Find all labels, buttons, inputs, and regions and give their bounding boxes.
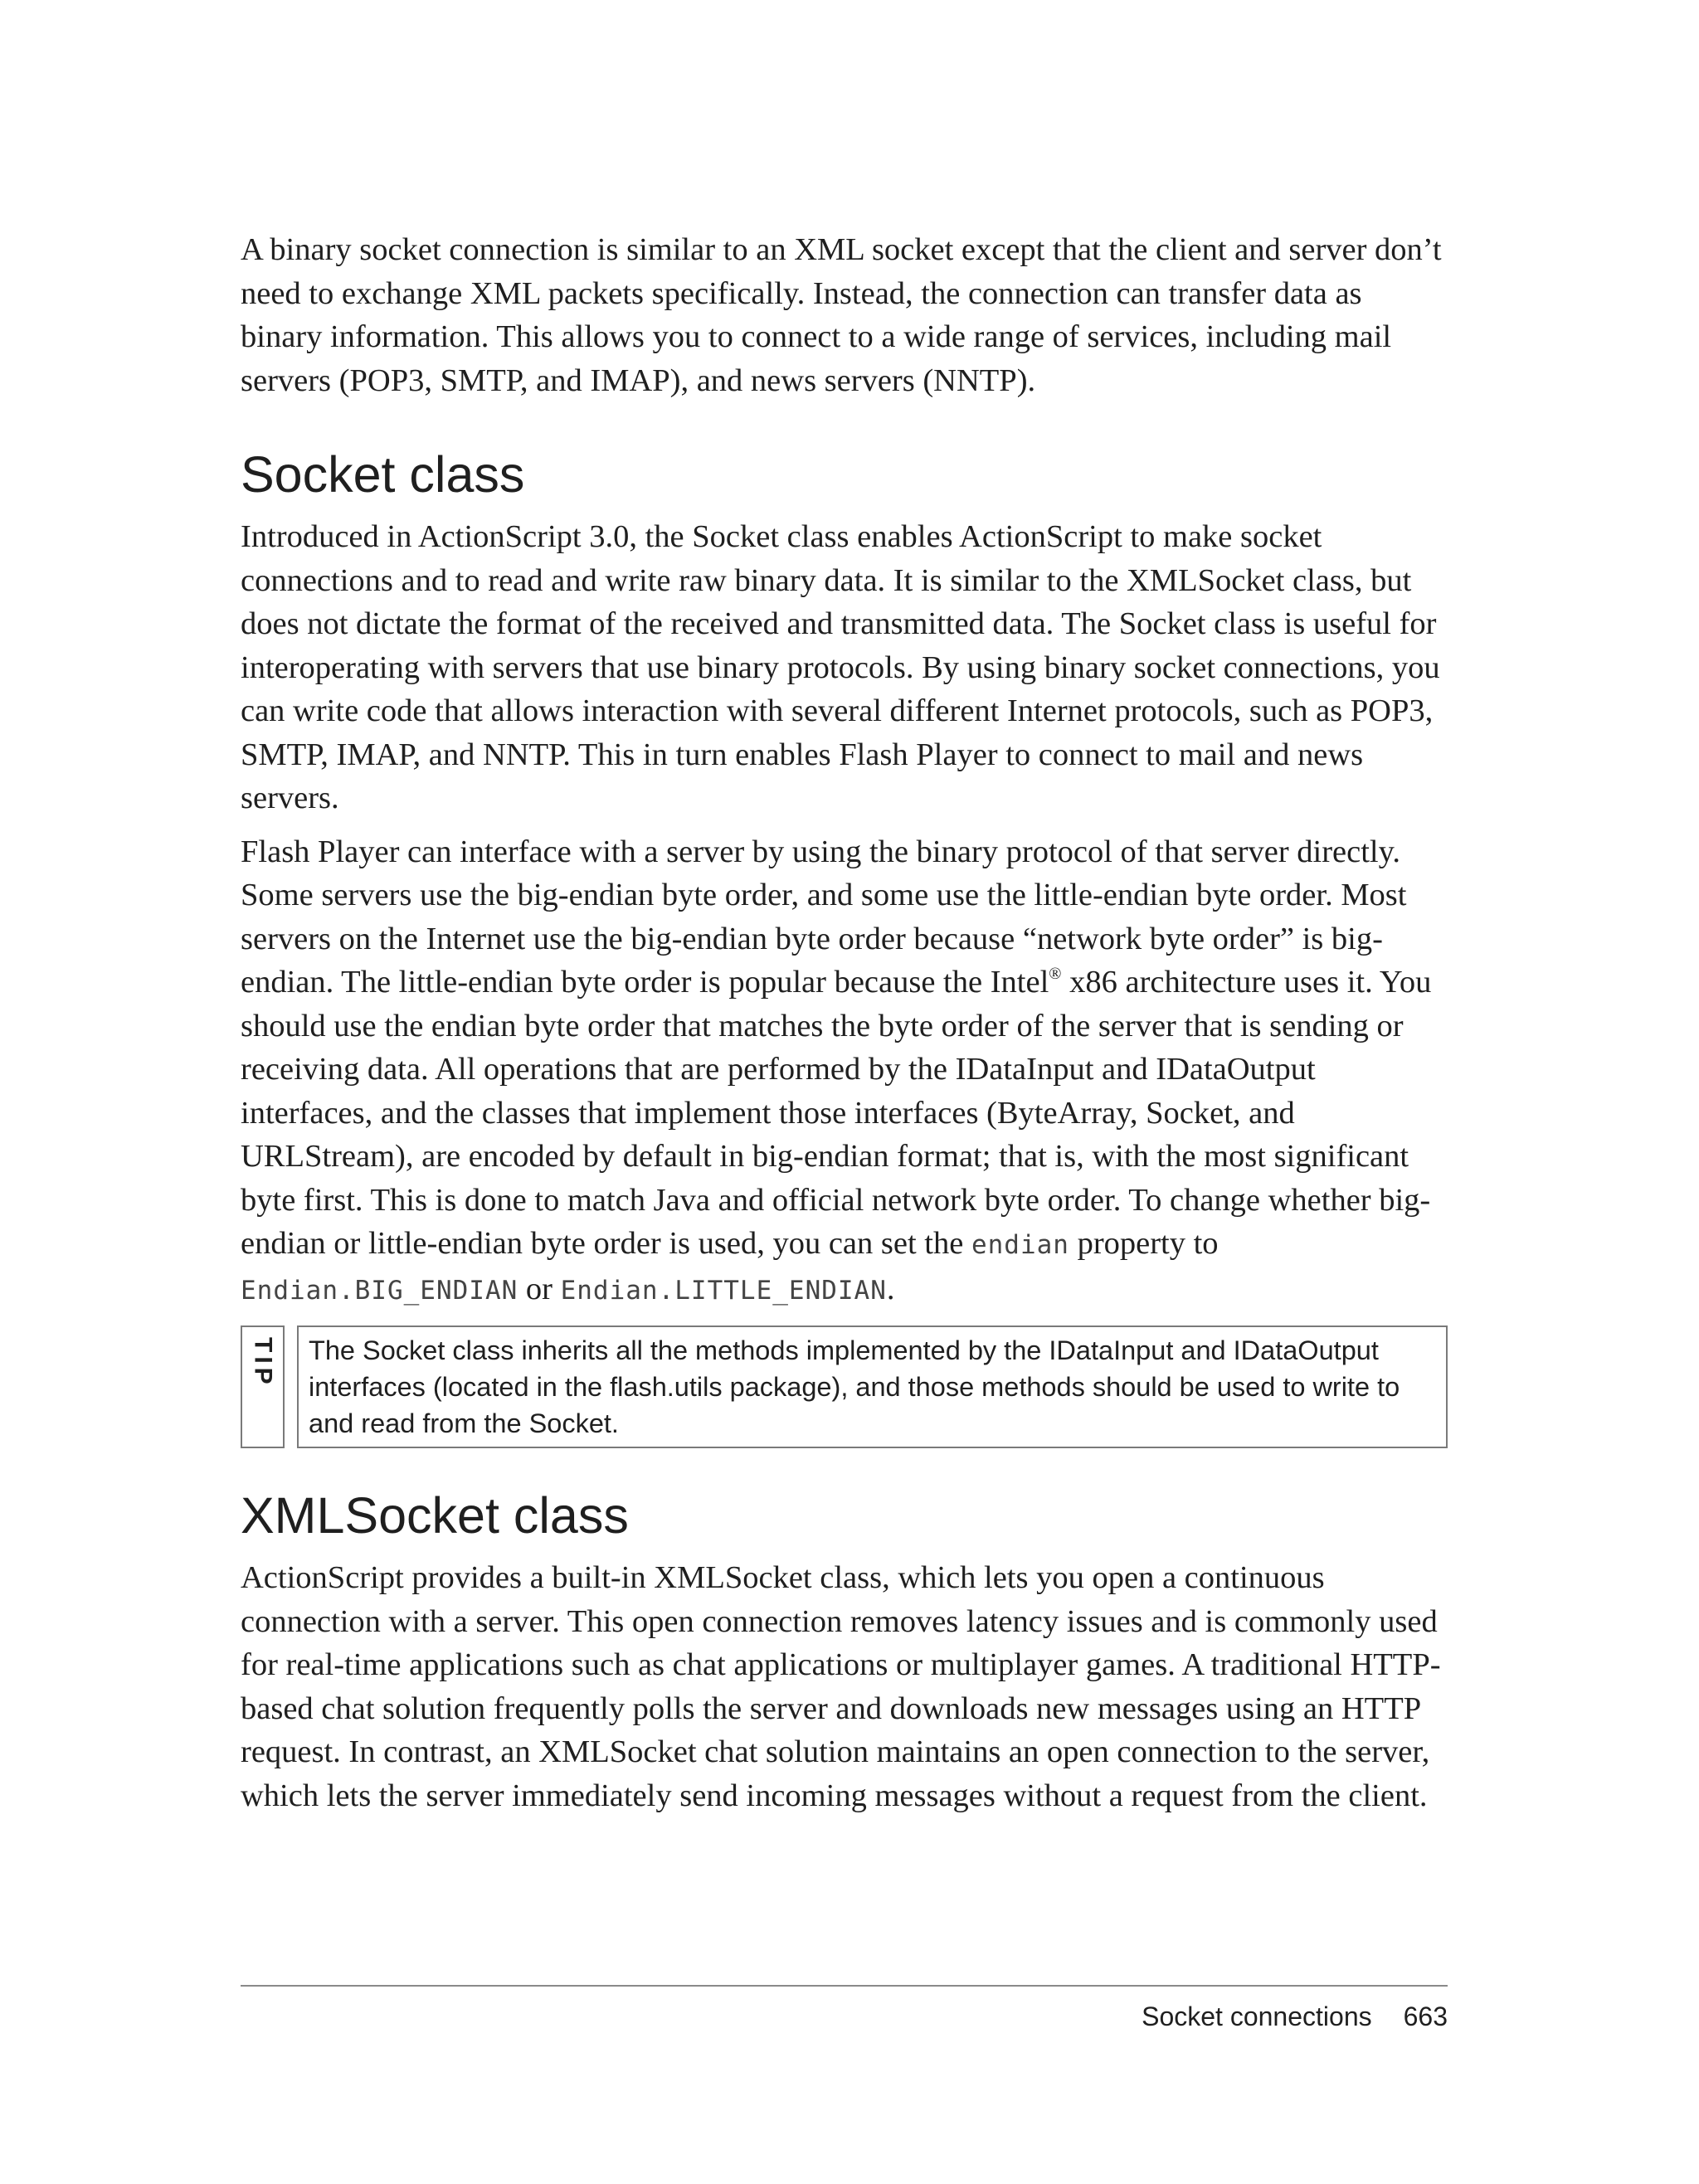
code-big-endian: Endian.BIG_ENDIAN (241, 1275, 518, 1306)
code-little-endian: Endian.LITTLE_ENDIAN (560, 1275, 887, 1306)
socket-class-paragraph-1: Introduced in ActionScript 3.0, the Socket class enables ActionScript to make socket connections and to read and write raw binary data. It is similar to the XMLSocket class, but does not dictate the format of the received and transmitted data. The Socket class is useful for interoperating with servers that use binary protocols. By using binary socket connections, you can write code that allows interaction with several different Internet protocols, such as POP3, SMTP, IMAP, and NNTP. This in turn enables Flash Player to connect to mail and news servers. (241, 519, 1440, 815)
page-number: 663 (1403, 2002, 1448, 2031)
intro-paragraph: A binary socket connection is similar to an XML socket except that the client and server don’t need to exchange XML packets specifically. Instead, the connection can transfer data as binary information. This allows you to connect to a wide range of services, including mail servers (POP3, SMTP, and IMAP), and news servers (NNTP). (241, 232, 1442, 398)
tip-label-box (241, 1325, 285, 1448)
tip-text: The Socket class inherits all the methods implemented by the IDataInput and IDataOutput interfaces (located in the flash.utils package), and those methods should be used to write to and read from the Socket. (297, 1325, 1448, 1448)
tip-callout (241, 1325, 1448, 1448)
xmlsocket-class-paragraph: ActionScript provides a built-in XMLSocket class, which lets you open a continuous connection with a server. This open connection removes latency issues and is commonly used for real-time applications such as chat applications or multiplayer games. A traditional HTTP-based chat solution frequently polls the server and downloads new messages using an HTTP request. In contrast, an XMLSocket chat solution maintains an open connection to the server, which lets the server immediately send incoming messages without a request from the client. (241, 1560, 1441, 1813)
tip-label: TIP (249, 1337, 277, 1389)
paragraph-text: or (518, 1271, 561, 1306)
paragraph-text: property to (1069, 1226, 1219, 1261)
socket-class-heading: Socket class (241, 446, 525, 503)
footer-text (1142, 2002, 1448, 2032)
footer-section-title: Socket connections (1142, 2002, 1372, 2031)
xmlsocket-class-heading: XMLSocket class (241, 1487, 629, 1544)
code-endian: endian (971, 1230, 1069, 1260)
socket-class-paragraph-2 (241, 830, 1448, 1313)
paragraph-text: x86 architecture uses it. You should use the endian byte order that matches the byte order of the server that is sending or receiving data. All operations that are performed by the IDataInput and IDataOutput interfaces, and the classes that implement those interfaces (ByteArray, Socket, and URLStream), are encoded by default in big-endian format; that is, with the most significant byte first. This is done to match Java and official network byte order. To change whether big-endian or little-endian byte order is used, you can set the (241, 965, 1432, 1261)
registered-mark: ® (1049, 965, 1062, 983)
paragraph-text: . (886, 1271, 895, 1306)
page-content (241, 228, 1448, 1827)
paragraph-text: Flash Player can interface with a server by using the binary protocol of that server directly. Some servers use the big-endian byte order, and some use the little-endian byte order. Most servers on the Internet use the big-endian byte order because “network byte order” is big-endian. The little-endian byte order is popular because the Intel (241, 834, 1407, 1000)
page-footer (241, 1985, 1448, 2031)
